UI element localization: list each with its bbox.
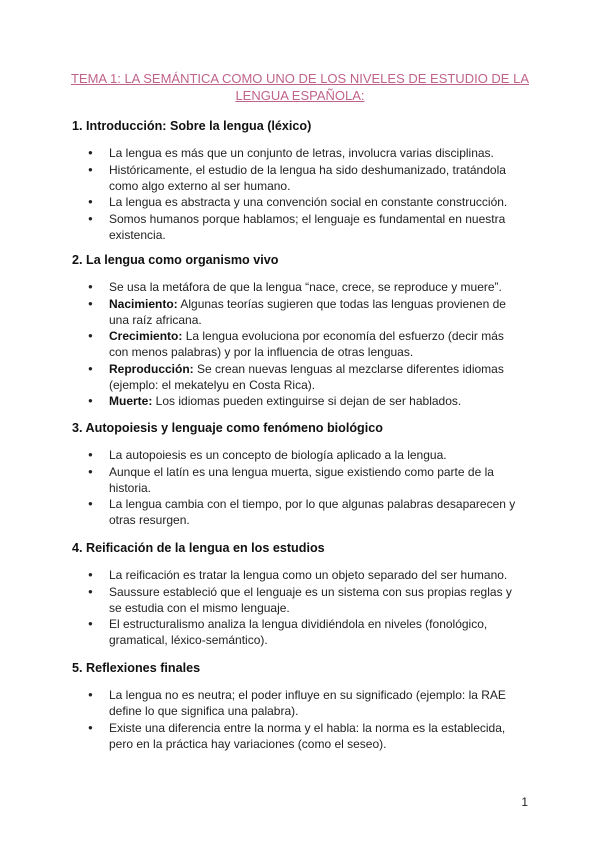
list-item: ● La lengua no es neutra; el poder influye en su significado (ejemplo: la RAE define lo que significa una palabra). (88, 687, 524, 719)
bullet-list (88, 687, 524, 752)
list-item: ● Nacimiento: Algunas teorías sugieren que todas las lenguas provienen de una raíz africana. (88, 296, 524, 328)
list-item: ● La reificación es tratar la lengua como un objeto separado del ser humano. (88, 567, 524, 583)
document-title: TEMA 1: LA SEMÁNTICA COMO UNO DE LOS NIVELES DE ESTUDIO DE LA LENGUA ESPAÑOLA: (70, 71, 529, 103)
list-item: ● Saussure estableció que el lenguaje es un sistema con sus propias reglas y se estudia con el mismo lenguaje. (88, 584, 524, 616)
bullet-list (88, 145, 524, 243)
list-item: ● Se usa la metáfora de que la lengua “nace, crece, se reproduce y muere”. (88, 279, 524, 295)
bullet-list (88, 279, 524, 410)
list-item: ● La lengua es abstracta y una convención social en constante construcción. (88, 194, 524, 210)
section-heading: 1. Introducción: Sobre la lengua (léxico) (72, 119, 312, 133)
list-item: ● Crecimiento: La lengua evoluciona por economía del esfuerzo (decir más con menos palabras) y por la influencia de otras lenguas. (88, 328, 524, 360)
list-item: ● Existe una diferencia entre la norma y el habla: la norma es la establecida, pero en la práctica hay variaciones (como el seseo). (88, 720, 524, 752)
section-heading: 5. Reflexiones finales (72, 661, 201, 675)
list-item: ● La lengua cambia con el tiempo, por lo que algunas palabras desaparecen y otras resurgen. (88, 496, 524, 528)
list-item: ● Reproducción: Se crean nuevas lenguas al mezclarse diferentes idiomas (ejemplo: el mekatelyu en Costa Rica). (88, 361, 524, 393)
section-heading: 3. Autopoiesis y lenguaje como fenómeno biológico (72, 421, 383, 435)
list-item: ● La lengua es más que un conjunto de letras, involucra varias disciplinas. (88, 145, 524, 161)
section-heading: 4. Reificación de la lengua en los estudios (72, 541, 325, 555)
list-item: ● La autopoiesis es un concepto de biología aplicado a la lengua. (88, 447, 524, 463)
page-number: 1 (521, 795, 528, 809)
bullet-list (88, 447, 524, 529)
list-item: ● El estructuralismo analiza la lengua dividiéndola en niveles (fonológico, gramatical, léxico-semántico). (88, 616, 524, 648)
list-item: ● Aunque el latín es una lengua muerta, sigue existiendo como parte de la historia. (88, 464, 524, 496)
bullet-list (88, 567, 524, 649)
section-heading: 2. La lengua como organismo vivo (72, 253, 279, 267)
list-item: ● Somos humanos porque hablamos; el lenguaje es fundamental en nuestra existencia. (88, 211, 524, 243)
list-item: ● Históricamente, el estudio de la lengua ha sido deshumanizado, tratándola como algo externo al ser humano. (88, 162, 524, 194)
list-item: ● Muerte: Los idiomas pueden extinguirse si dejan de ser hablados. (88, 393, 524, 409)
